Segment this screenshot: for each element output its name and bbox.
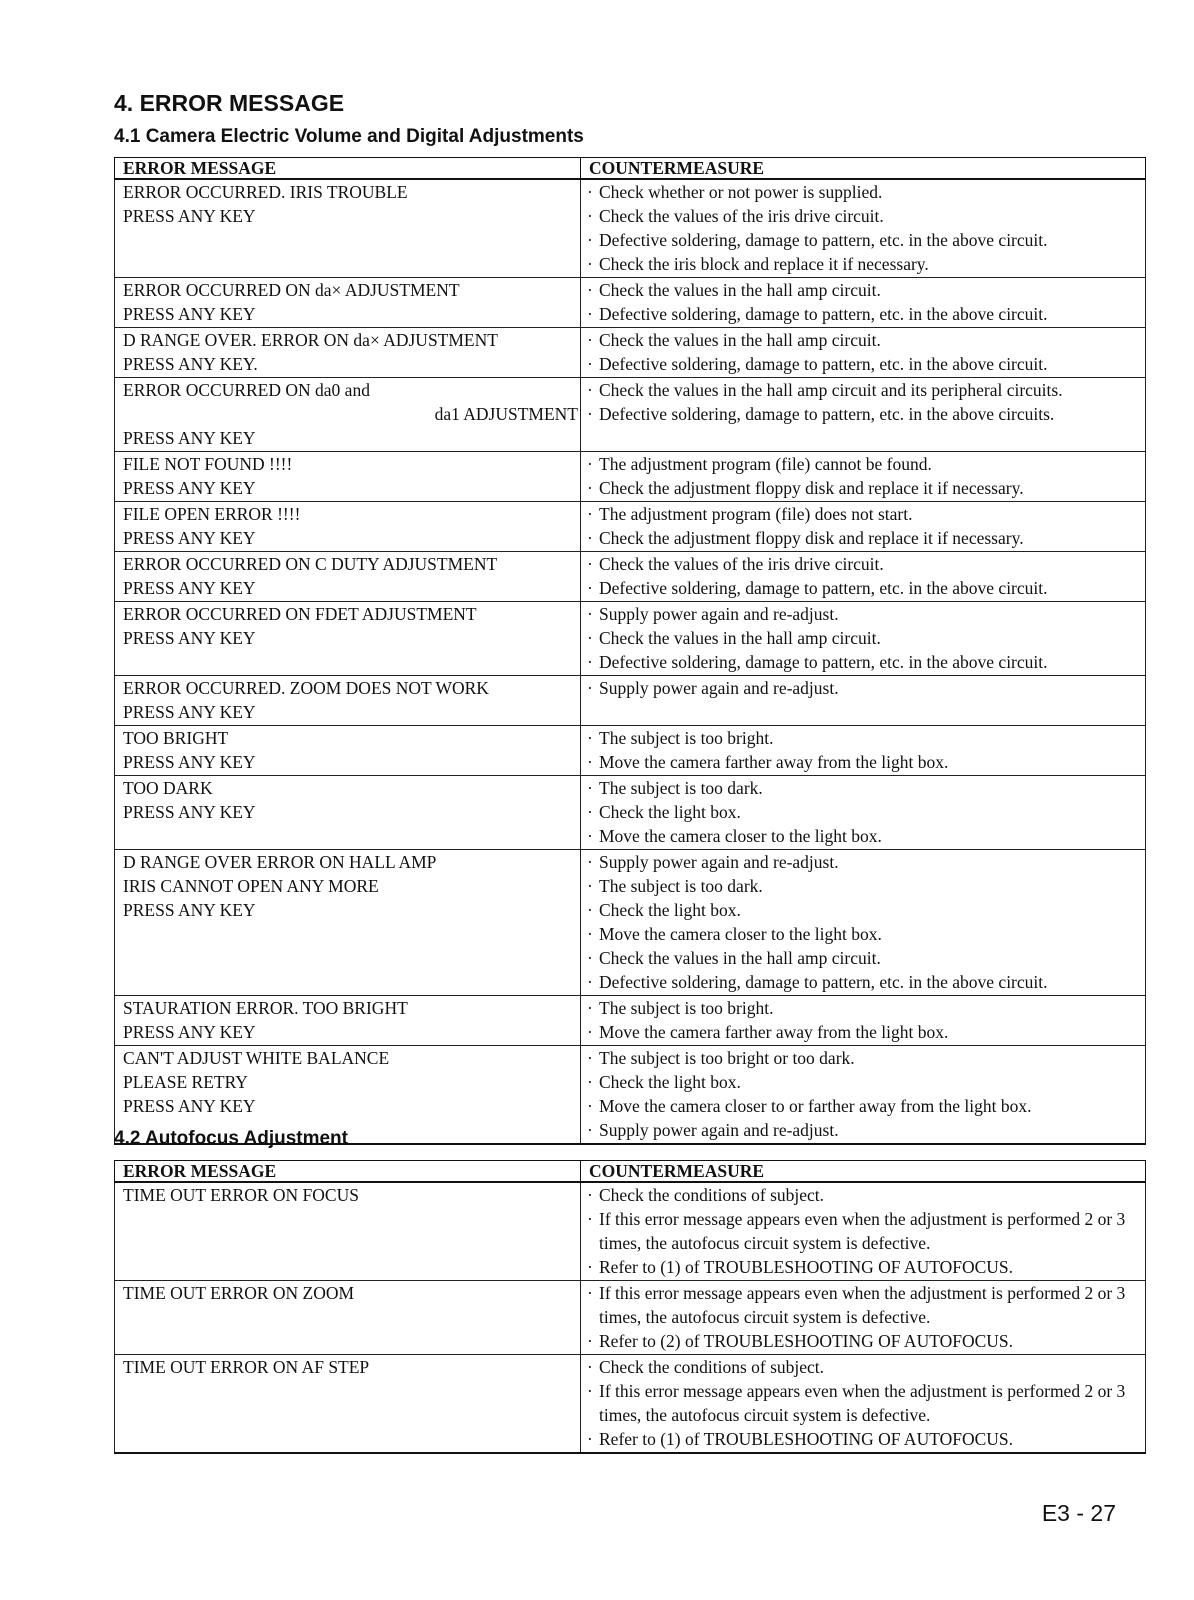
countermeasure-item: · The subject is too dark. bbox=[585, 874, 1143, 898]
countermeasure-item: · Defective soldering, damage to pattern, etc. in the above circuit. bbox=[585, 352, 1143, 376]
countermeasure-item: · Defective soldering, damage to pattern, etc. in the above circuit. bbox=[585, 228, 1143, 252]
countermeasure-item: · Check the values in the hall amp circuit and its peripheral circuits. bbox=[585, 378, 1143, 402]
error-message-line: FILE NOT FOUND !!!! bbox=[123, 454, 293, 474]
countermeasure-cell bbox=[581, 850, 1146, 996]
error-message-line: PRESS ANY KEY bbox=[123, 528, 256, 548]
error-message-cell bbox=[115, 1355, 581, 1454]
error-message-cell bbox=[115, 1281, 581, 1355]
error-message-line: ERROR OCCURRED. ZOOM DOES NOT WORK bbox=[123, 678, 489, 698]
countermeasure-item: · The subject is too dark. bbox=[585, 776, 1143, 800]
table-row bbox=[115, 278, 1146, 328]
error-message-line: PRESS ANY KEY bbox=[123, 900, 256, 920]
error-message-line: ERROR OCCURRED ON FDET ADJUSTMENT bbox=[123, 604, 477, 624]
countermeasure-item: · Defective soldering, damage to pattern, etc. in the above circuit. bbox=[585, 970, 1143, 994]
countermeasure-item: · Move the camera farther away from the light box. bbox=[585, 750, 1143, 774]
countermeasure-item: · Move the camera farther away from the light box. bbox=[585, 1020, 1143, 1044]
countermeasure-cell bbox=[581, 452, 1146, 502]
error-message-line: PRESS ANY KEY bbox=[123, 478, 256, 498]
error-message-line: D RANGE OVER. ERROR ON da× ADJUSTMENT bbox=[123, 330, 498, 350]
error-message-line: PRESS ANY KEY bbox=[123, 578, 256, 598]
countermeasure-cell bbox=[581, 502, 1146, 552]
table-body bbox=[115, 1182, 1146, 1453]
countermeasure-cell bbox=[581, 726, 1146, 776]
error-message-line: ERROR OCCURRED ON da0 and bbox=[123, 380, 370, 400]
countermeasure-item: · Check the values in the hall amp circuit. bbox=[585, 328, 1143, 352]
countermeasure-item: · Move the camera closer to or farther away from the light box. bbox=[585, 1094, 1143, 1118]
error-message-cell bbox=[115, 452, 581, 502]
table-row bbox=[115, 1355, 1146, 1454]
error-message-cell bbox=[115, 278, 581, 328]
table-header-row bbox=[115, 1161, 1146, 1183]
countermeasure-item: · Check the adjustment floppy disk and replace it if necessary. bbox=[585, 476, 1143, 500]
table-row bbox=[115, 726, 1146, 776]
error-message-line: TIME OUT ERROR ON FOCUS bbox=[123, 1185, 359, 1205]
error-message-cell bbox=[115, 328, 581, 378]
countermeasure-item: · Check the iris block and replace it if necessary. bbox=[585, 252, 1143, 276]
error-table-camera bbox=[114, 157, 1146, 1145]
error-message-cell bbox=[115, 179, 581, 278]
countermeasure-item: · Defective soldering, damage to pattern, etc. in the above circuit. bbox=[585, 650, 1143, 674]
page-number: E3 - 27 bbox=[1041, 1500, 1116, 1526]
error-message-line: CAN'T ADJUST WHITE BALANCE bbox=[123, 1048, 390, 1068]
countermeasure-item: · Check the light box. bbox=[585, 1070, 1143, 1094]
countermeasure-item: · The subject is too bright or too dark. bbox=[585, 1046, 1143, 1070]
error-message-line: D RANGE OVER ERROR ON HALL AMP bbox=[123, 852, 437, 872]
countermeasure-item: · If this error message appears even when the adjustment is performed 2 or 3 times, the autofocus circuit system is defective. bbox=[585, 1379, 1143, 1427]
error-message-line: ERROR OCCURRED ON da× ADJUSTMENT bbox=[123, 280, 460, 300]
error-message-cell bbox=[115, 676, 581, 726]
countermeasure-item: · Check whether or not power is supplied. bbox=[585, 180, 1143, 204]
countermeasure-cell bbox=[581, 996, 1146, 1046]
table-row bbox=[115, 776, 1146, 850]
error-message-cell bbox=[115, 1182, 581, 1281]
column-header-error-message: ERROR MESSAGE bbox=[115, 1161, 581, 1183]
countermeasure-item: · If this error message appears even when the adjustment is performed 2 or 3 times, the autofocus circuit system is defective. bbox=[585, 1281, 1143, 1329]
section-title-4-2: 4.2 Autofocus Adjustment bbox=[114, 1128, 348, 1149]
table-row bbox=[115, 1182, 1146, 1281]
countermeasure-item: · Check the light box. bbox=[585, 800, 1143, 824]
error-message-line: PRESS ANY KEY. bbox=[123, 354, 258, 374]
countermeasure-item: · Refer to (1) of TROUBLESHOOTING OF AUTOFOCUS. bbox=[585, 1255, 1143, 1279]
table-header-row bbox=[115, 158, 1146, 180]
error-message-line: STAURATION ERROR. TOO BRIGHT bbox=[123, 998, 408, 1018]
countermeasure-item: · Check the values of the iris drive circuit. bbox=[585, 552, 1143, 576]
countermeasure-item: · Check the conditions of subject. bbox=[585, 1355, 1143, 1379]
page-title: 4. ERROR MESSAGE bbox=[114, 90, 345, 116]
countermeasure-item: · Supply power again and re-adjust. bbox=[585, 602, 1143, 626]
error-table-autofocus bbox=[114, 1160, 1146, 1454]
error-message-line: ERROR OCCURRED. IRIS TROUBLE bbox=[123, 182, 408, 202]
error-message-cell bbox=[115, 996, 581, 1046]
error-message-cell bbox=[115, 552, 581, 602]
countermeasure-item: · Move the camera closer to the light box. bbox=[585, 824, 1143, 848]
countermeasure-item: · Check the adjustment floppy disk and replace it if necessary. bbox=[585, 526, 1143, 550]
countermeasure-item: · Move the camera closer to the light box. bbox=[585, 922, 1143, 946]
countermeasure-item: · Defective soldering, damage to pattern, etc. in the above circuit. bbox=[585, 576, 1143, 600]
countermeasure-cell bbox=[581, 278, 1146, 328]
error-message-cell bbox=[115, 776, 581, 850]
countermeasure-item: · The subject is too bright. bbox=[585, 726, 1143, 750]
countermeasure-item: · Supply power again and re-adjust. bbox=[585, 676, 1143, 700]
table-row bbox=[115, 676, 1146, 726]
error-message-line: PRESS ANY KEY bbox=[123, 304, 256, 324]
countermeasure-item: · Defective soldering, damage to pattern, etc. in the above circuits. bbox=[585, 402, 1143, 426]
error-message-line: PRESS ANY KEY bbox=[123, 802, 256, 822]
countermeasure-item: · Defective soldering, damage to pattern, etc. in the above circuit. bbox=[585, 302, 1143, 326]
table-row bbox=[115, 552, 1146, 602]
error-message-line: PRESS ANY KEY bbox=[123, 1022, 256, 1042]
column-header-countermeasure: COUNTERMEASURE bbox=[581, 158, 1146, 180]
countermeasure-item: · Supply power again and re-adjust. bbox=[585, 850, 1143, 874]
error-message-line: TIME OUT ERROR ON AF STEP bbox=[123, 1357, 370, 1377]
countermeasure-cell bbox=[581, 1355, 1146, 1454]
countermeasure-item: · The adjustment program (file) cannot be found. bbox=[585, 452, 1143, 476]
error-message-line: TOO BRIGHT bbox=[123, 728, 229, 748]
error-message-line: IRIS CANNOT OPEN ANY MORE bbox=[123, 876, 379, 896]
countermeasure-cell bbox=[581, 676, 1146, 726]
countermeasure-item: · Refer to (2) of TROUBLESHOOTING OF AUTOFOCUS. bbox=[585, 1329, 1143, 1353]
column-header-error-message: ERROR MESSAGE bbox=[115, 158, 581, 180]
table-row bbox=[115, 502, 1146, 552]
countermeasure-item: · Check the values in the hall amp circuit. bbox=[585, 278, 1143, 302]
section-title-4-1: 4.1 Camera Electric Volume and Digital Adjustments bbox=[114, 126, 584, 147]
error-message-cell bbox=[115, 850, 581, 996]
error-message-line: PRESS ANY KEY bbox=[123, 628, 256, 648]
countermeasure-cell bbox=[581, 552, 1146, 602]
table-row bbox=[115, 328, 1146, 378]
countermeasure-cell bbox=[581, 1046, 1146, 1145]
table-row bbox=[115, 996, 1146, 1046]
error-message-line: PRESS ANY KEY bbox=[123, 752, 256, 772]
countermeasure-item: · Check the conditions of subject. bbox=[585, 1183, 1143, 1207]
countermeasure-cell bbox=[581, 602, 1146, 676]
error-message-line: TIME OUT ERROR ON ZOOM bbox=[123, 1283, 355, 1303]
countermeasure-cell bbox=[581, 776, 1146, 850]
error-message-cell bbox=[115, 378, 581, 452]
error-message-line: da1 ADJUSTMENT bbox=[434, 404, 578, 424]
error-message-line: PRESS ANY KEY bbox=[123, 702, 256, 722]
table-row bbox=[115, 179, 1146, 278]
countermeasure-item: · Check the values in the hall amp circuit. bbox=[585, 626, 1143, 650]
countermeasure-item: · Refer to (1) of TROUBLESHOOTING OF AUTOFOCUS. bbox=[585, 1427, 1143, 1451]
countermeasure-item: · Check the values of the iris drive circuit. bbox=[585, 204, 1143, 228]
table-body bbox=[115, 179, 1146, 1144]
table-row bbox=[115, 850, 1146, 996]
error-message-line: ERROR OCCURRED ON C DUTY ADJUSTMENT bbox=[123, 554, 498, 574]
error-message-cell bbox=[115, 502, 581, 552]
countermeasure-item: · The subject is too bright. bbox=[585, 996, 1143, 1020]
error-message-line: FILE OPEN ERROR !!!! bbox=[123, 504, 301, 524]
table-row bbox=[115, 602, 1146, 676]
countermeasure-item: · The adjustment program (file) does not start. bbox=[585, 502, 1143, 526]
error-message-line: PRESS ANY KEY bbox=[123, 206, 256, 226]
countermeasure-item: · Check the values in the hall amp circuit. bbox=[585, 946, 1143, 970]
table-row bbox=[115, 1281, 1146, 1355]
countermeasure-cell bbox=[581, 1281, 1146, 1355]
countermeasure-item: · Supply power again and re-adjust. bbox=[585, 1118, 1143, 1142]
countermeasure-cell bbox=[581, 378, 1146, 452]
table-row bbox=[115, 452, 1146, 502]
error-message-line: TOO DARK bbox=[123, 778, 213, 798]
countermeasure-item: · If this error message appears even when the adjustment is performed 2 or 3 times, the autofocus circuit system is defective. bbox=[585, 1207, 1143, 1255]
error-message-line: PRESS ANY KEY bbox=[123, 1096, 256, 1116]
error-message-cell bbox=[115, 602, 581, 676]
error-message-line: PRESS ANY KEY bbox=[123, 428, 256, 448]
error-message-line: PLEASE RETRY bbox=[123, 1072, 248, 1092]
countermeasure-cell bbox=[581, 328, 1146, 378]
column-header-countermeasure: COUNTERMEASURE bbox=[581, 1161, 1146, 1183]
countermeasure-item: · Check the light box. bbox=[585, 898, 1143, 922]
table-row bbox=[115, 378, 1146, 452]
countermeasure-cell bbox=[581, 179, 1146, 278]
error-message-cell bbox=[115, 726, 581, 776]
countermeasure-cell bbox=[581, 1182, 1146, 1281]
